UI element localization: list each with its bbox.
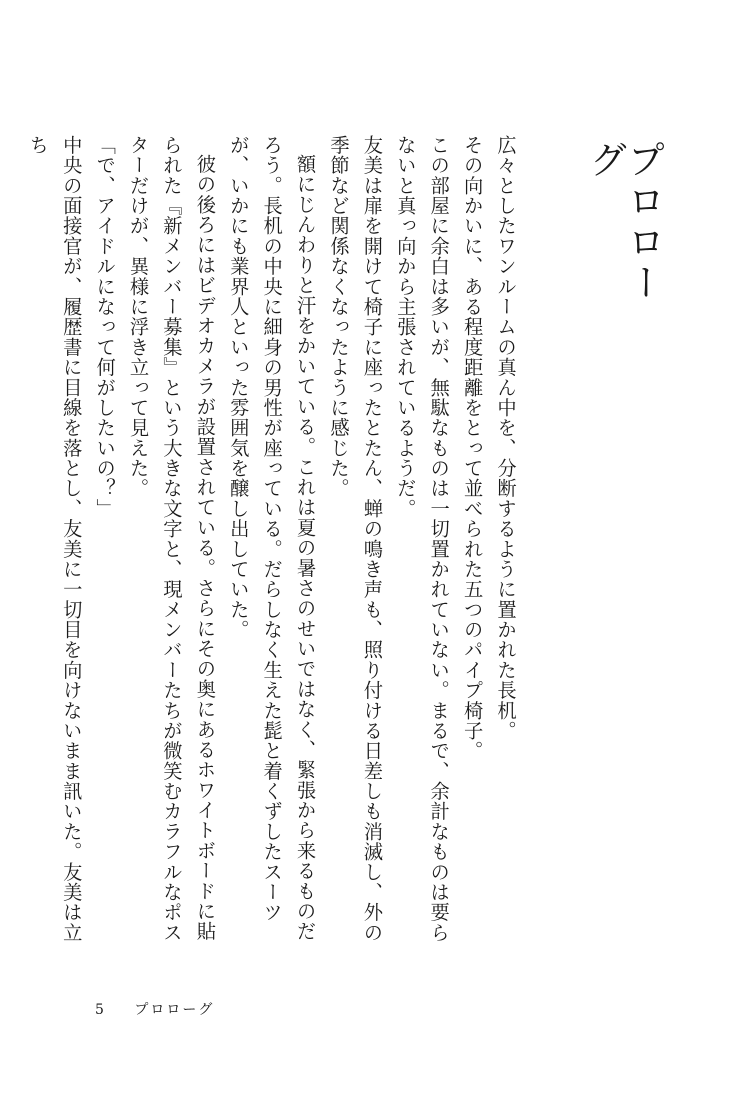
paragraph: 友美は扉を開けて椅子に座ったとたん、蝉の鳴き声も、照り付ける日差しも消滅し、外の季節など関係なくなったように感じた。 <box>326 135 384 943</box>
paragraph: その向かいに、ある程度距離をとって並べられた五つのパイプ椅子。 <box>460 135 484 761</box>
body-text <box>26 135 522 957</box>
running-head: プロローグ <box>134 1002 215 1018</box>
chapter-title: プロローグ <box>583 140 665 304</box>
page-footer <box>95 1000 214 1020</box>
paragraph: 額にじんわりと汗をかいている。これは夏の暑さのせいではなく、緊張から来るものだろう。長机の中央に細身の男性が座っている。だらしなく生えた髭と着くずしたスーツが、いかにも業界人といった雰囲気を醸し出していた。 <box>226 135 317 942</box>
paragraph: 彼の後ろにはビデオカメラが設置されている。さらにその奥にあるホワイトボードに貼られた『新メンバー募集』という大きな文字と、現メンバーたちが微笑むカラフルなポスターだけが、異様に浮き立って見えた。 <box>126 135 217 943</box>
page-number: 5 <box>95 1002 106 1018</box>
paragraph: 広々としたワンルームの真ん中を、分断するように置かれた長机。 <box>494 135 517 741</box>
paragraph: 中央の面接官が、履歴書に目線を落とし、友美に一切目を向けないまま訊いた。友美は立ち <box>26 135 83 943</box>
paragraph: この部屋に余白は多いが、無駄なものは一切置かれていない。まるで、余計なものは要らないと真っ向から主張されているようだ。 <box>393 135 451 943</box>
dialogue-line: 「で、アイドルになって何がしたいの？」 <box>93 135 117 519</box>
